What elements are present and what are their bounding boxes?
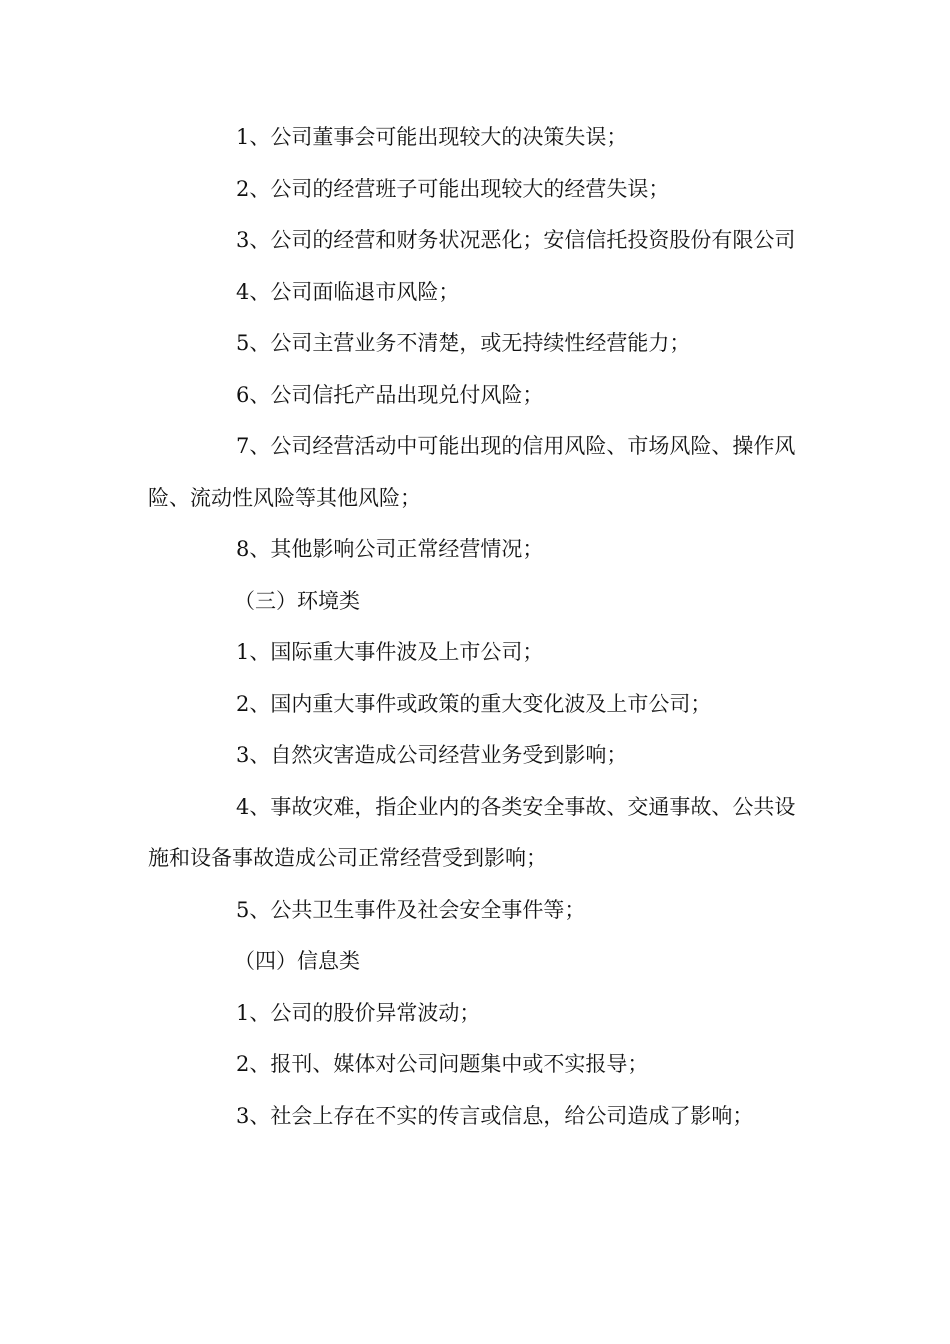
list-item: 3、社会上存在不实的传言或信息，给公司造成了影响； — [236, 1103, 754, 1128]
list-item: 8、其他影响公司正常经营情况； — [236, 537, 544, 561]
list-item: 2、国内重大事件或政策的重大变化波及上市公司； — [236, 691, 712, 716]
list-item: 2、报刊、媒体对公司问题集中或不实报导； — [236, 1052, 649, 1076]
document-body — [148, 112, 798, 1142]
section-heading: （三）环境类 — [234, 588, 360, 613]
list-item: 2、公司的经营班子可能出现较大的经营失误； — [236, 176, 670, 201]
list-item: 3、自然灾害造成公司经营业务受到影响； — [236, 743, 628, 767]
list-item: 1、国际重大事件波及上市公司； — [236, 640, 544, 664]
list-item: 6、公司信托产品出现兑付风险； — [236, 382, 544, 407]
section-heading: （四）信息类 — [234, 949, 360, 973]
list-item: 3、公司的经营和财务状况恶化；安信信托投资股份有限公司 — [236, 228, 796, 252]
list-item: 1、公司的股价异常波动； — [236, 1000, 481, 1025]
list-item: 5、公司主营业务不清楚，或无持续性经营能力； — [236, 331, 691, 355]
list-item: 7、公司经营活动中可能出现的信用风险、市场风险、操作风险、流动性风险等其他风险； — [148, 434, 796, 510]
list-item: 4、事故灾难，指企业内的各类安全事故、交通事故、公共设施和设备事故造成公司正常经营受到影响； — [148, 794, 796, 870]
list-item: 5、公共卫生事件及社会安全事件等； — [236, 897, 586, 922]
list-item: 4、公司面临退市风险； — [236, 279, 460, 304]
list-item: 1、公司董事会可能出现较大的决策失误； — [236, 125, 628, 149]
